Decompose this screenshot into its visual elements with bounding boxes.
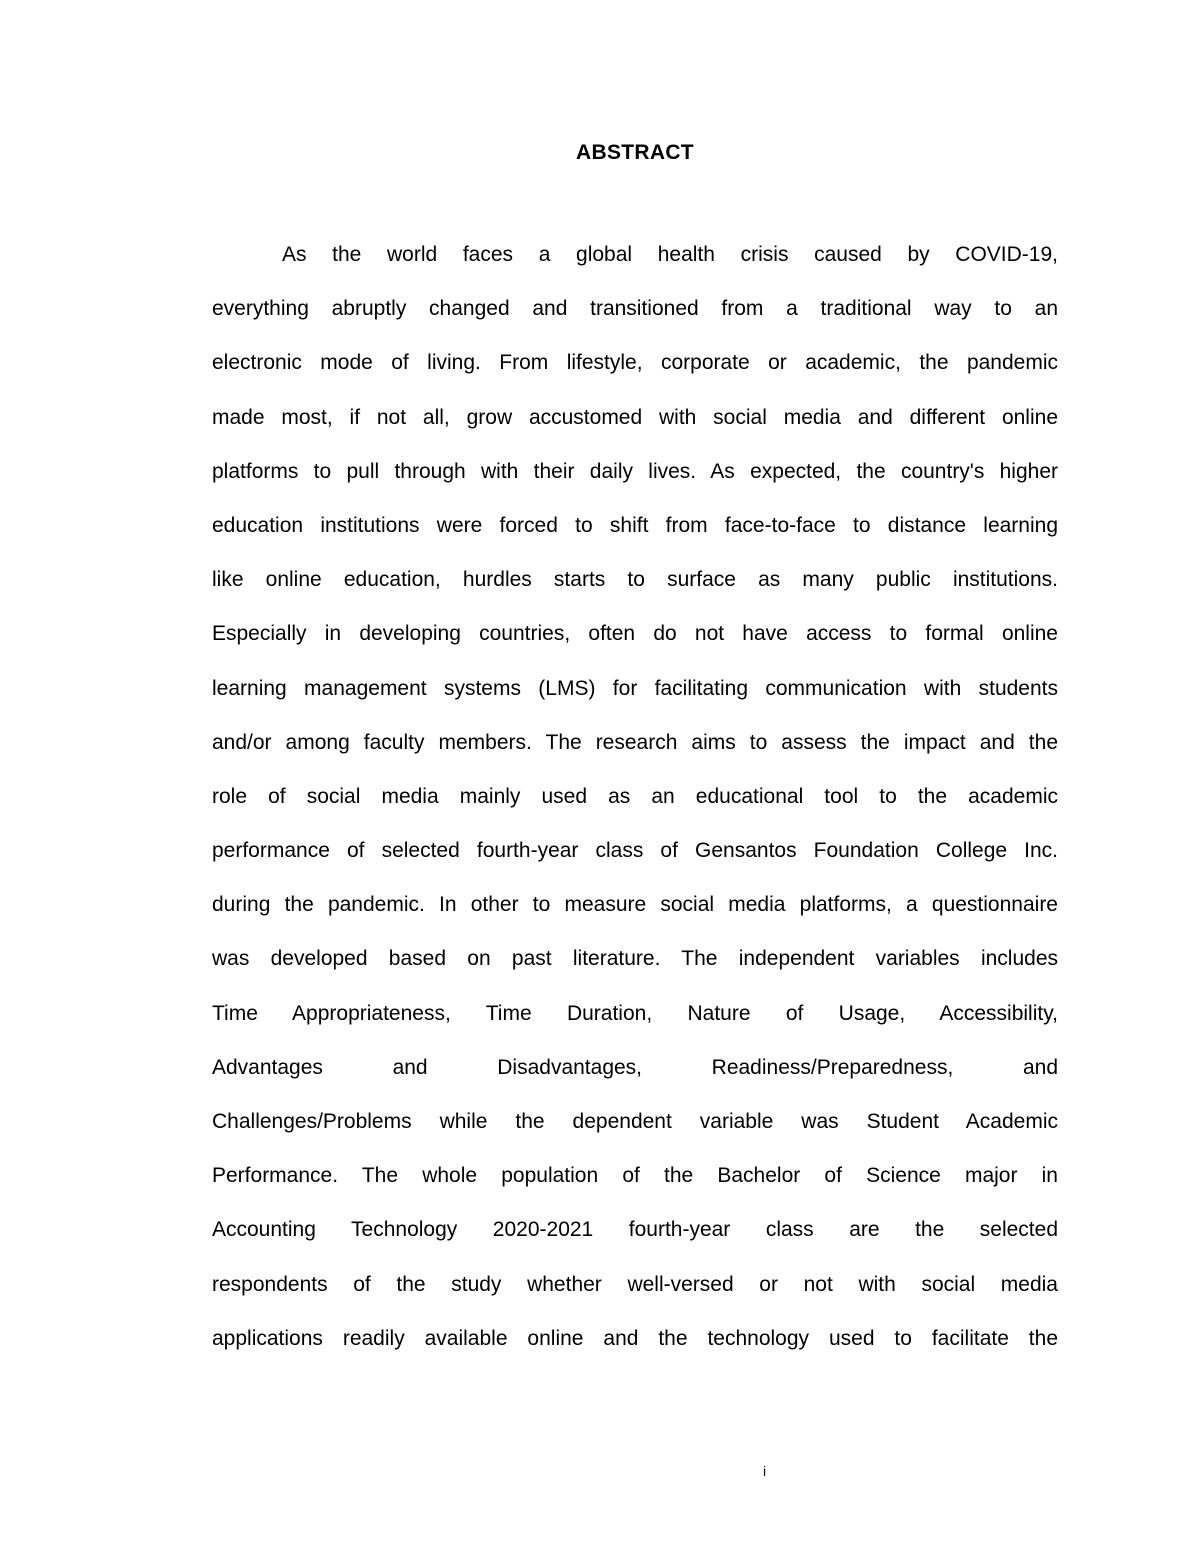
paragraph-line: education institutions were forced to shift from face-to-face to distance learning xyxy=(212,513,1058,537)
paragraph-line: Accounting Technology 2020-2021 fourth-year class are the selected xyxy=(212,1218,1058,1242)
paragraph-line: respondents of the study whether well-versed or not with social media xyxy=(212,1272,1058,1296)
paragraph-line: during the pandemic. In other to measure social media platforms, a questionnaire xyxy=(212,893,1058,917)
paragraph-line: Time Appropriateness, Time Duration, Nature of Usage, Accessibility, xyxy=(212,1001,1058,1025)
paragraph-line: role of social media mainly used as an educational tool to the academic xyxy=(212,784,1058,808)
paragraph-line: everything abruptly changed and transitioned from a traditional way to an xyxy=(212,297,1058,321)
abstract-body xyxy=(212,235,1058,1373)
paragraph-line: Advantages and Disadvantages, Readiness/Preparedness, and xyxy=(212,1055,1058,1079)
paragraph-line: was developed based on past literature. The independent variables includes xyxy=(212,947,1058,971)
paragraph-line: applications readily available online and the technology used to facilitate the xyxy=(212,1326,1058,1350)
paragraph-line: performance of selected fourth-year class of Gensantos Foundation College Inc. xyxy=(212,839,1058,863)
paragraph-line: As the world faces a global health crisis caused by COVID-19, xyxy=(282,243,1058,266)
paragraph-line: and/or among faculty members. The research aims to assess the impact and the xyxy=(212,730,1058,754)
paragraph-line: learning management systems (LMS) for facilitating communication with students xyxy=(212,676,1058,700)
paragraph-line: made most, if not all, grow accustomed with social media and different online xyxy=(212,405,1058,429)
paragraph-line: Performance. The whole population of the Bachelor of Science major in xyxy=(212,1164,1058,1188)
paragraph-line: like online education, hurdles starts to surface as many public institutions. xyxy=(212,568,1058,592)
paragraph-line: Especially in developing countries, often do not have access to formal online xyxy=(212,622,1058,646)
paragraph-line: platforms to pull through with their daily lives. As expected, the country's higher xyxy=(212,459,1058,483)
abstract-title: ABSTRACT xyxy=(576,141,694,164)
paragraph-line: electronic mode of living. From lifestyle, corporate or academic, the pandemic xyxy=(212,351,1058,375)
paragraph-line: Challenges/Problems while the dependent variable was Student Academic xyxy=(212,1110,1058,1133)
page-number: i xyxy=(763,1463,767,1479)
